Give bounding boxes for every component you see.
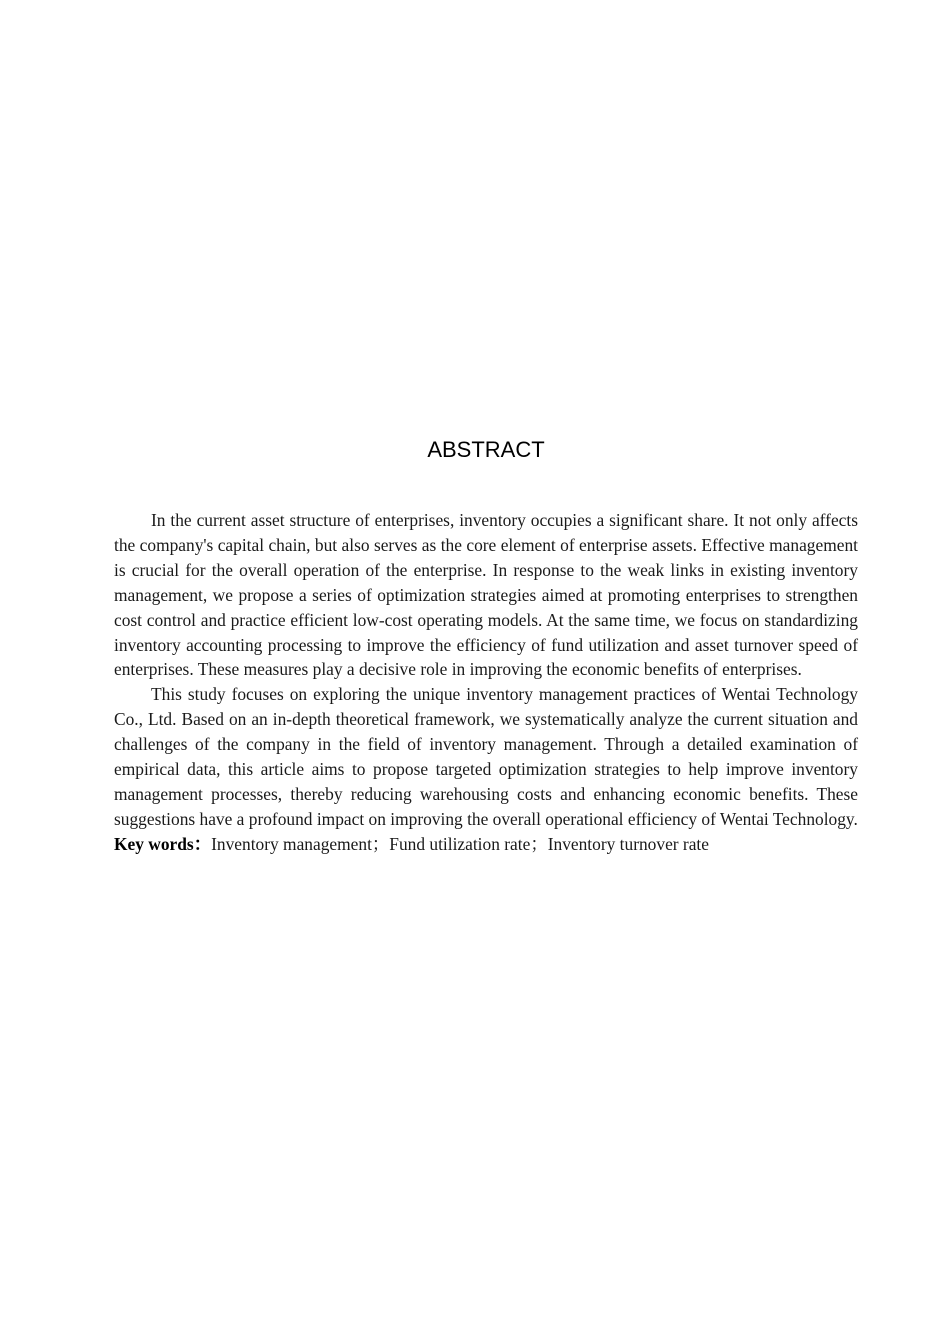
abstract-paragraph-2: This study focuses on exploring the unique inventory management practices of Wentai Technology Co., Ltd. Based on an in-depth theoretical framework, we systematically analyze the current situation and challenges of the company in the field of inventory management. Through a detailed examination of empirical data, this article aims to propose targeted optimization strategies to help improve inventory management processes, thereby reducing warehousing costs and enhancing economic benefits. These suggestions have a profound impact on improving the overall operational efficiency of Wentai Technology. <box>114 684 858 829</box>
abstract-heading: ABSTRACT <box>427 437 545 462</box>
abstract-body <box>114 508 858 857</box>
keywords-list: Inventory management；Fund utilization rate；Inventory turnover rate <box>211 833 709 854</box>
keywords-line <box>114 832 858 857</box>
keywords-label: Key words： <box>114 833 212 854</box>
abstract-paragraph-1: In the current asset structure of enterprises, inventory occupies a significant share. It not only affects the company's capital chain, but also serves as the core element of enterprise assets. Effective management is crucial for the overall operation of the enterprise. In response to the weak links in existing inventory management, we propose a series of optimization strategies aimed at promoting enterprises to strengthen cost control and practice efficient low-cost operating models. At the same time, we focus on standardizing inventory accounting processing to improve the efficiency of fund utilization and asset turnover speed of enterprises. These measures play a decisive role in improving the economic benefits of enterprises. <box>114 510 858 680</box>
